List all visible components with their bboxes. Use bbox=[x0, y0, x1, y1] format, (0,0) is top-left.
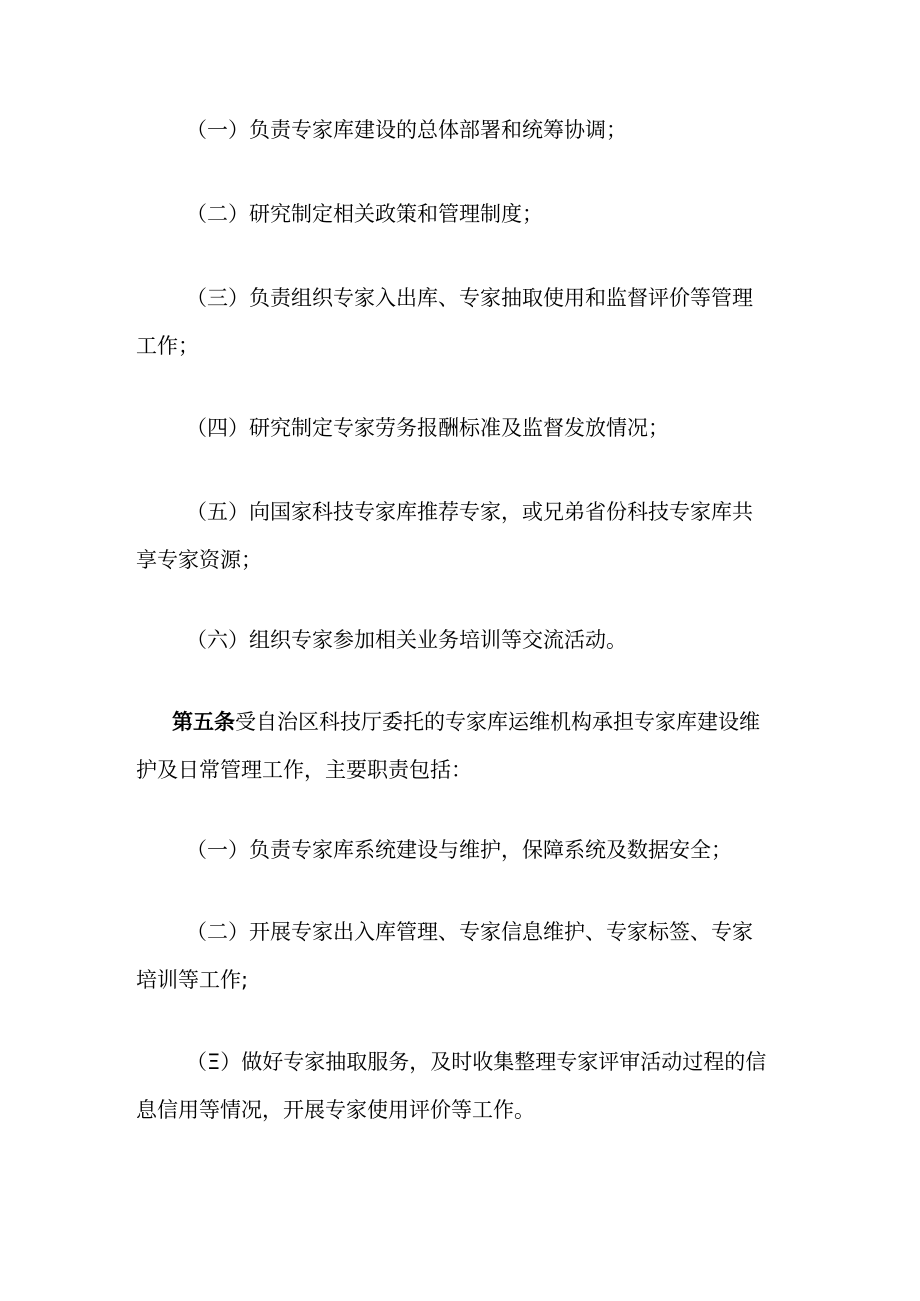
duty-item-2 bbox=[0, 190, 920, 238]
text-line: 息信用等情况，开展专家使用评价等工作。 bbox=[136, 1098, 535, 1122]
duty-item-4 bbox=[0, 404, 920, 452]
text-line bbox=[0, 698, 920, 746]
duty-item-1 bbox=[0, 106, 920, 154]
duty-item-3 bbox=[0, 274, 920, 370]
text-line: 工作； bbox=[136, 334, 199, 358]
article-text: 受自治区科技厅委托的专家库运维机构承担专家库建设维 bbox=[235, 710, 760, 734]
article-label: 第五条 bbox=[172, 710, 235, 734]
duty-item-5 bbox=[0, 488, 920, 584]
text-line: （五）向国家科技专家库推荐专家，或兄弟省份科技专家库共 bbox=[186, 500, 753, 524]
text-line: 护及日常管理工作，主要职责包括： bbox=[136, 758, 472, 782]
text-line: （四）研究制定专家劳务报酬标准及监督发放情况； bbox=[186, 416, 669, 440]
duty-item-6 bbox=[0, 616, 920, 664]
text-line: （二）研究制定相关政策和管理制度； bbox=[186, 202, 543, 226]
text-line: （一）负责专家库建设的总体部署和统筹协调； bbox=[186, 118, 627, 142]
text-line: （Ξ）做好专家抽取服务，及时收集整理专家评审活动过程的信 bbox=[186, 1050, 767, 1074]
article-5 bbox=[0, 698, 920, 794]
maintenance-item-2 bbox=[0, 908, 920, 1004]
maintenance-item-3 bbox=[0, 1038, 920, 1134]
text-line: （六）组织专家参加相关业务培训等交流活动。 bbox=[186, 628, 627, 652]
text-line: 培训等工作; bbox=[136, 968, 249, 992]
text-line: （二）开展专家出入库管理、专家信息维护、专家标签、专家 bbox=[186, 920, 753, 944]
text-line: （一）负责专家库系统建设与维护，保障系统及数据安全； bbox=[186, 838, 732, 862]
text-line: 享专家资源； bbox=[136, 548, 262, 572]
text-line: （三）负责组织专家入出库、专家抽取使用和监督评价等管理 bbox=[186, 286, 753, 310]
maintenance-item-1 bbox=[0, 826, 920, 874]
